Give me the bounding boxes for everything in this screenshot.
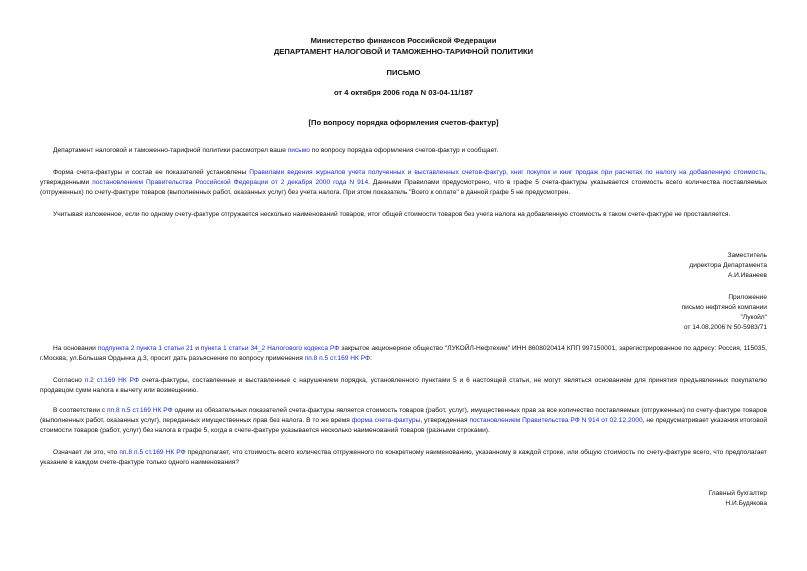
invoice-form-link[interactable]: форма счета-фактуры [351, 417, 421, 424]
text: одним из обязательных показателей счета-фактуры является стоимость товаров (работ, услуг), имущественных прав за все количество поставляемых (отгруженных) по счету-фактуре товаров (выполненных работ, оказанных услуг), переданных имущественных прав без налога. В то же время [40, 407, 768, 424]
document-subject: [По вопросу порядка оформления счетов-фактур] [308, 118, 499, 127]
appendix-company: "Лукойл" [740, 314, 767, 321]
resolution-914-link[interactable]: постановлением Правительства Российской Федерации от 2 декабря 2000 года N 914 [92, 179, 369, 186]
text: Учитывая изложенное, если по одному счету-фактуре отгружается несколько наименований товаров, итог общей стоимости товаров без учета налога на добавленную стоимость в таком счете-фактуре не проставляется. [53, 211, 731, 218]
text: : [370, 355, 372, 362]
text: , не предусматривает указания итоговой стоимости товаров (работ, услуг) без налога в графе 5, когда в счете-фактуре указывается несколько наименований товаров (разными строками). [40, 417, 767, 434]
paragraph-intro [40, 146, 767, 156]
paragraph-art169-p5 [40, 406, 767, 436]
department-title: ДЕПАРТАМЕНТ НАЛОГОВОЙ И ТАМОЖЕННО-ТАРИФНОЙ ПОЛИТИКИ [273, 47, 534, 56]
article-21-link[interactable]: подпункта 2 пункта 1 статьи 21 [97, 345, 194, 352]
paragraph-conclusion [40, 210, 767, 220]
signature-position: Заместитель [727, 252, 767, 259]
text: по вопросу порядка оформления счетов-фактур и сообщает. [309, 147, 499, 154]
text: предполагает, что стоимость всего количества отгруженного по конкретному наименованию, указанному в каждой строке, или общую стоимость по счету-фактуре всего, что предполагает указание в каждом счете-фактуре только одного наименования? [40, 449, 767, 466]
art169-p2-link[interactable]: п.2 ст.169 НК РФ [84, 377, 139, 384]
signature-position: Главный бухгалтер [708, 490, 767, 497]
letter-link[interactable]: письмо [287, 147, 310, 154]
rules-link[interactable]: Правилами ведения журналов учета полученных и выставленных счетов-фактур, книг покупок и книг продаж при расчетах по налогу на добавленную стоимость [249, 169, 766, 176]
text: и [193, 345, 201, 352]
text: Означает ли это, что [53, 449, 120, 456]
signature-position-2: директора Департамента [689, 262, 767, 269]
signature-name: А.И.Иванеев [727, 272, 767, 279]
paragraph-question [40, 448, 767, 468]
appendix-block [682, 293, 767, 333]
text: Согласно [53, 377, 85, 384]
paragraph-request [40, 344, 767, 364]
text: . Данными Правилами предусмотрено, что в графе 5 счета-фактуры указывается стоимость всего количества поставляемых (отгруженных) по счету-фактуре товаров (выполненных работ, оказанных услуг) без учета налога. При этом показатель "Всего к оплате" в данной графе 5 не предусмотрен. [40, 179, 767, 196]
paragraph-art169-p2 [40, 376, 767, 396]
signature-block-accountant [709, 489, 767, 509]
text: На основании [53, 345, 98, 352]
art169-pp8-link[interactable]: пп.8 п.5 ст.169 НК РФ [106, 407, 173, 414]
text: В соответствии с [53, 407, 107, 414]
text: счета-фактуры, составленные и выставленные с нарушением порядка, установленного пунктами 5 и 6 настоящей статьи, не могут являться основанием для принятия предъявленных покупателю продавцом сумм налога к вычету или возмещению. [40, 377, 767, 394]
signature-block-deputy [689, 251, 767, 281]
ministry-title: Министерство финансов Российской Федерации [310, 36, 497, 45]
text: , утвержденными [40, 169, 767, 186]
signature-name: Н.И.Будякова [725, 500, 767, 507]
text: Форма счета-фактуры и состав ее показателей установлены [53, 169, 250, 176]
paragraph-form-rules [40, 168, 767, 198]
appendix-title: Приложение [728, 294, 767, 301]
resolution-914-link-2[interactable]: постановлением Правительства РФ N 914 от 02.12.2000 [469, 417, 643, 424]
text: закрытое акционерное общество "ЛУКОЙЛ-Нефтехим" ИНН 8608020414 КПП 997150001, зарегистрированное по адресу: Россия, 115035, г.Москва, ул.Большая Ордынка д.3, просит дать разъяснение по вопросу применения [40, 345, 767, 362]
appendix-ref: от 14.08.2006 N 50-5983/71 [683, 324, 767, 331]
article-169-link[interactable]: пп.8 п.5 ст.169 НК РФ [304, 355, 371, 362]
art169-pp8-link-2[interactable]: пп.8 п.5 ст.169 НК РФ [119, 449, 186, 456]
document-type: ПИСЬМО [386, 68, 421, 77]
appendix-desc: письмо нефтяной компании [681, 304, 767, 311]
text: , утвержденная [420, 417, 470, 424]
article-34-link[interactable]: пункта 1 статьи 34_2 Налогового кодекса РФ [200, 345, 340, 352]
document-date: от 4 октября 2006 года N 03-04-11/187 [333, 88, 474, 97]
text: Департамент налоговой и таможенно-тарифной политики рассмотрел ваше [53, 147, 288, 154]
